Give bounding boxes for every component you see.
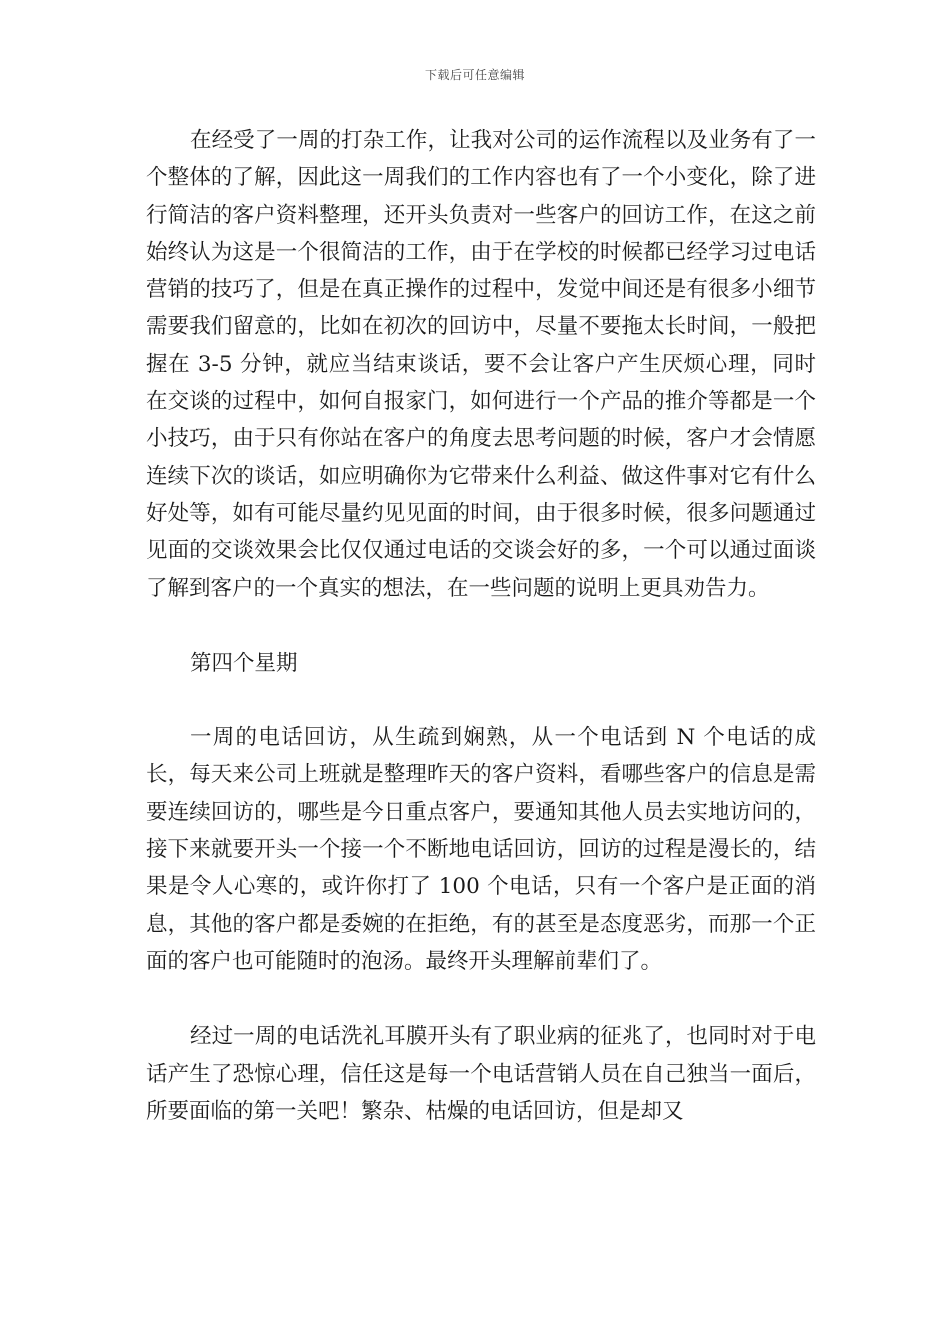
- header-note: 下载后可任意编辑: [424, 68, 525, 82]
- document-body: [146, 122, 816, 1130]
- paragraph-1: 在经受了一周的打杂工作，让我对公司的运作流程以及业务有了一个整体的了解，因此这一周我们的工作内容也有了一个小变化，除了进行简洁的客户资料整理，还开头负责对一些客户的回访工作，在这之前始终认为这是一个很简洁的工作，由于在学校的时候都已经学习过电话营销的技巧了，但是在真正操作的过程中，发觉中间还是有很多小细节需要我们留意的，比如在初次的回访中，尽量不要拖太长时间，一般把握在 3-5 分钟，就应当结束谈话，要不会让客户产生厌烦心理，同时在交谈的过程中，如何自报家门，如何进行一个产品的推介等都是一个小技巧，由于只有你站在客户的角度去思考问题的时候，客户才会情愿连续下次的谈话，如应明确你为它带来什么利益、做这件事对它有什么好处等，如有可能尽量约见见面的时间，由于很多时候，很多问题通过见面的交谈效果会比仅仅通过电话的交谈会好的多，一个可以通过面谈了解到客户的一个真实的想法，在一些问题的说明上更具劝告力。: [146, 128, 816, 601]
- section-heading: 第四个星期: [190, 650, 298, 676]
- paragraph-2: 一周的电话回访，从生疏到娴熟，从一个电话到 N 个电话的成长，每天来公司上班就是整理昨天的客户资料，看哪些客户的信息是需要连续回访的，哪些是今日重点客户，要通知其他人员去实地访问的，接下来就要开头一个接一个不断地电话回访，回访的过程是漫长的，结果是令人心寒的，或许你打了 100 个电话，只有一个客户是正面的消息，其他的客户都是委婉的在拒绝，有的甚至是态度恶劣，而那一个正面的客户也可能随时的泡汤。最终开头理解前辈们了。: [146, 725, 816, 974]
- paragraph-3: 经过一周的电话洗礼耳膜开头有了职业病的征兆了，也同时对于电话产生了恐惊心理，信任这是每一个电话营销人员在自己独当一面后，所要面临的第一关吧！繁杂、枯燥的电话回访，但是却又: [146, 1024, 816, 1124]
